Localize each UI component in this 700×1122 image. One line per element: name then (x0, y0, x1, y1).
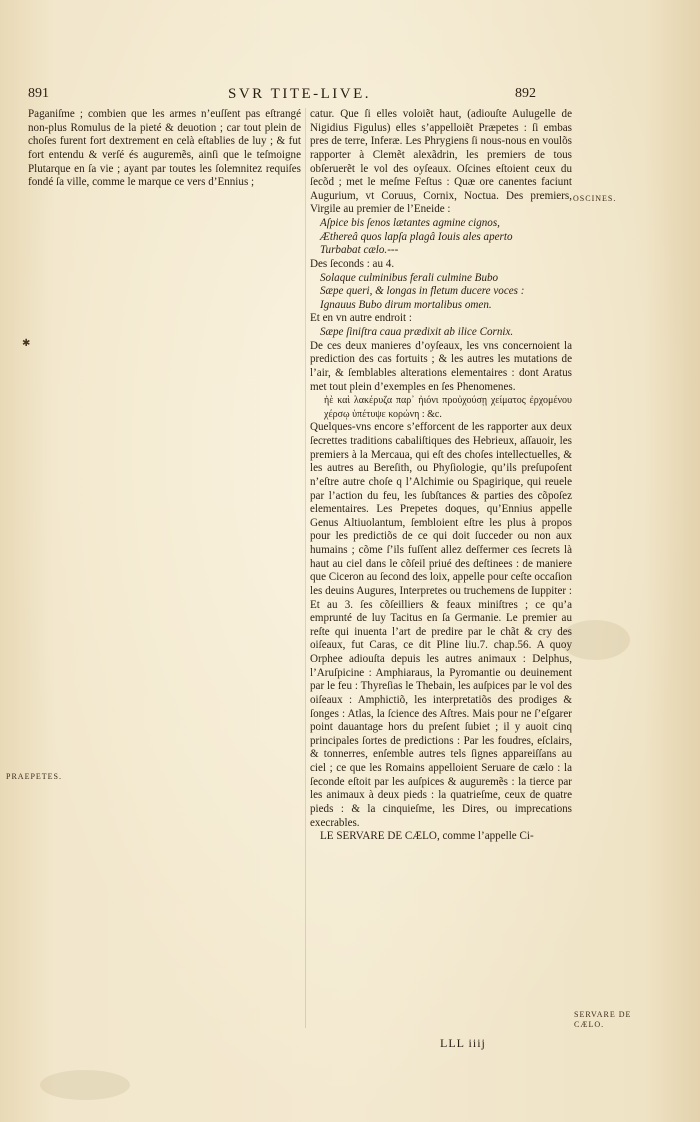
verse-line: Ignauus Bubo dirum mortalibus omen. (320, 298, 492, 311)
paper-stain (40, 1070, 130, 1100)
folio-right: 892 (515, 86, 536, 101)
verse-line: Solaque culminibus ferali culmine Bubo (320, 271, 499, 284)
margin-note-caelo: CÆLO. (574, 1020, 605, 1029)
right-paragraph: De ces deux manieres d’oyſeaux, les vns concernoient la prediction des cas fortuits ; & les autres les mutations de l’air, & ſemblables alterations elementaires : dont Aratus met tout plein d’exemples en ſes Phenomenes. (310, 339, 572, 393)
margin-note-oscines: OSCINES. (573, 194, 617, 203)
right-paragraph: catur. Que ſi elles voloiẽt haut, (adiouſte Aulugelle de Nigidius Figulus) elles s’appelloiẽt Præpetes : ſi embas pres de terre, Inferæ. Les Phrygiens ſi nous-nous en voulõs rapporter à Clemẽt alexãdrin, les premiers de tous obſeruerẽt le vol des oyſeaux. Oſcines eſtoient ceux du ſecõd ; met le meſme Feſtus : Quæ ore canentes faciunt Augurium, vt Coruus, Cornix, Noctua. Des premiers, Virgile au premier de l’Eneide : (310, 108, 572, 216)
right-column (310, 108, 572, 1028)
verse-line: Sæpe queri, & longas in fletum ducere voces : (320, 285, 525, 298)
margin-asterisk-mark: ✱ (22, 338, 31, 349)
right-paragraph: Et en vn autre endroit : (310, 312, 412, 325)
page-header (0, 86, 700, 108)
greek-quotation: ἠὲ καὶ λακέρυζα παρ᾽ ἠιόνι προὐχούσῃ χείματος ἐρχομένου χέρσῳ ὑπέτυψε κορώνη : &c. (324, 395, 572, 420)
column-divider (305, 108, 306, 1028)
margin-note-praepetes: PRAEPETES. (6, 772, 63, 781)
right-paragraph: Des ſeconds : au 4. (310, 257, 395, 270)
folio-left: 891 (28, 86, 49, 101)
verse-line: Æthereâ quos lapſa plagâ Iouis ales aperto (320, 230, 513, 243)
verse-line: Aſpice bis ſenos lætantes agmine cignos, (320, 217, 500, 229)
right-paragraph: Quelques-vns encore s’efforcent de les rapporter aux deux ſecrettes traditions cabaliſtiques des Hebrieux, aſſauoir, les premiers à la Mercaua, qui eſt des choſes intellectuelles, & les autres au Bereſith, ou Phyſiologie, qu’ils preſupoſent n’eſtre autre choſe q l’Alchimie ou Spagirique, qui reuele par l’action du feu, les ſubſtances & parties des cõpoſez elementaires. Les Prepetes doques, qu’Ennius appelle Genus Altiuolantum, ſembloient eſtre les plus à propos pour les predictiõs de ce qui doit ſucceder ou non aux humains ; cõme ſ’ils fuſſent allez deſfermer ces ſecrets là haut au ciel dans le cõſeil priué des deſtinees : de maniere que Ciceron au ſecond des loix, appelle pour ceſte occaſion les deuins Augures, Interpretes ou truchemens de Iuppiter : Et au 3. ſes cõſeilliers & feaux miniſtres ; ce qu’a emprunté de luy Tacitus en ſa Germanie. Le premier au reſte qui inuenta l’art de predire par le chãt & cry des oiſeaux, fut Caras, ce dit Pline liu.7. chap.56. A quoy Orphee adiouſta depuis les autres animaux : Delphus, l’Aruſpicine : Amphiaraus, la Pyromantie ou deuinement par le feu : Thyreſias le Thebain, les auſpices par le vol des oiſeaux : Amphictiõ, les interpretatiõs des prodiges & ſonges : Atlas, la ſcience des Aſtres. Mais pour ne ſ’eſgarer point dauantage hors du preſent ſubiet ; il y auoit cinq principales ſortes de predictions : Par les foudres, eſclairs, & tonnerres, enſemble autres tels ſignes appareiſſans au ciel ; ce que les Romains appelloient Seruare de cælo : la ſeconde eſtoit par les auſpices & auguremẽs : la tierce par les animaux à deux pieds : la quatrieſme, ceux de quatre pieds : & la cinquieſme, les Dires, ou imprecations execrables. (310, 421, 572, 829)
margin-note-servare: SERVARE DE (574, 1010, 632, 1019)
verse-line: Turbabat cælo.--- (320, 244, 399, 257)
running-title: SVR TITE-LIVE. (228, 86, 372, 102)
signature-mark: LLL iiij (440, 1036, 486, 1050)
section-opening: LE SERVARE DE CÆLO, comme l’appelle Ci- (320, 830, 534, 843)
verse-line: Sæpe ſiniſtra caua prædixit ab ilice Cornix. (320, 326, 514, 338)
left-paragraph: Paganiſme ; combien que les armes n’euſſent pas eſtrangé non-plus Romulus de la pieté & deuotion ; car tout plein de choſes furent fort dextrement en celà eſtablies de luy ; & fut fort entendu & verſé és auguremẽs, ainſi que le teſmoigne Plutarque en ſa vie ; ayant par toutes les ſolemnitez requiſes fondé ſa ville, comme le marque ce vers d’Ennius ; (28, 108, 301, 189)
left-column (28, 108, 301, 1048)
